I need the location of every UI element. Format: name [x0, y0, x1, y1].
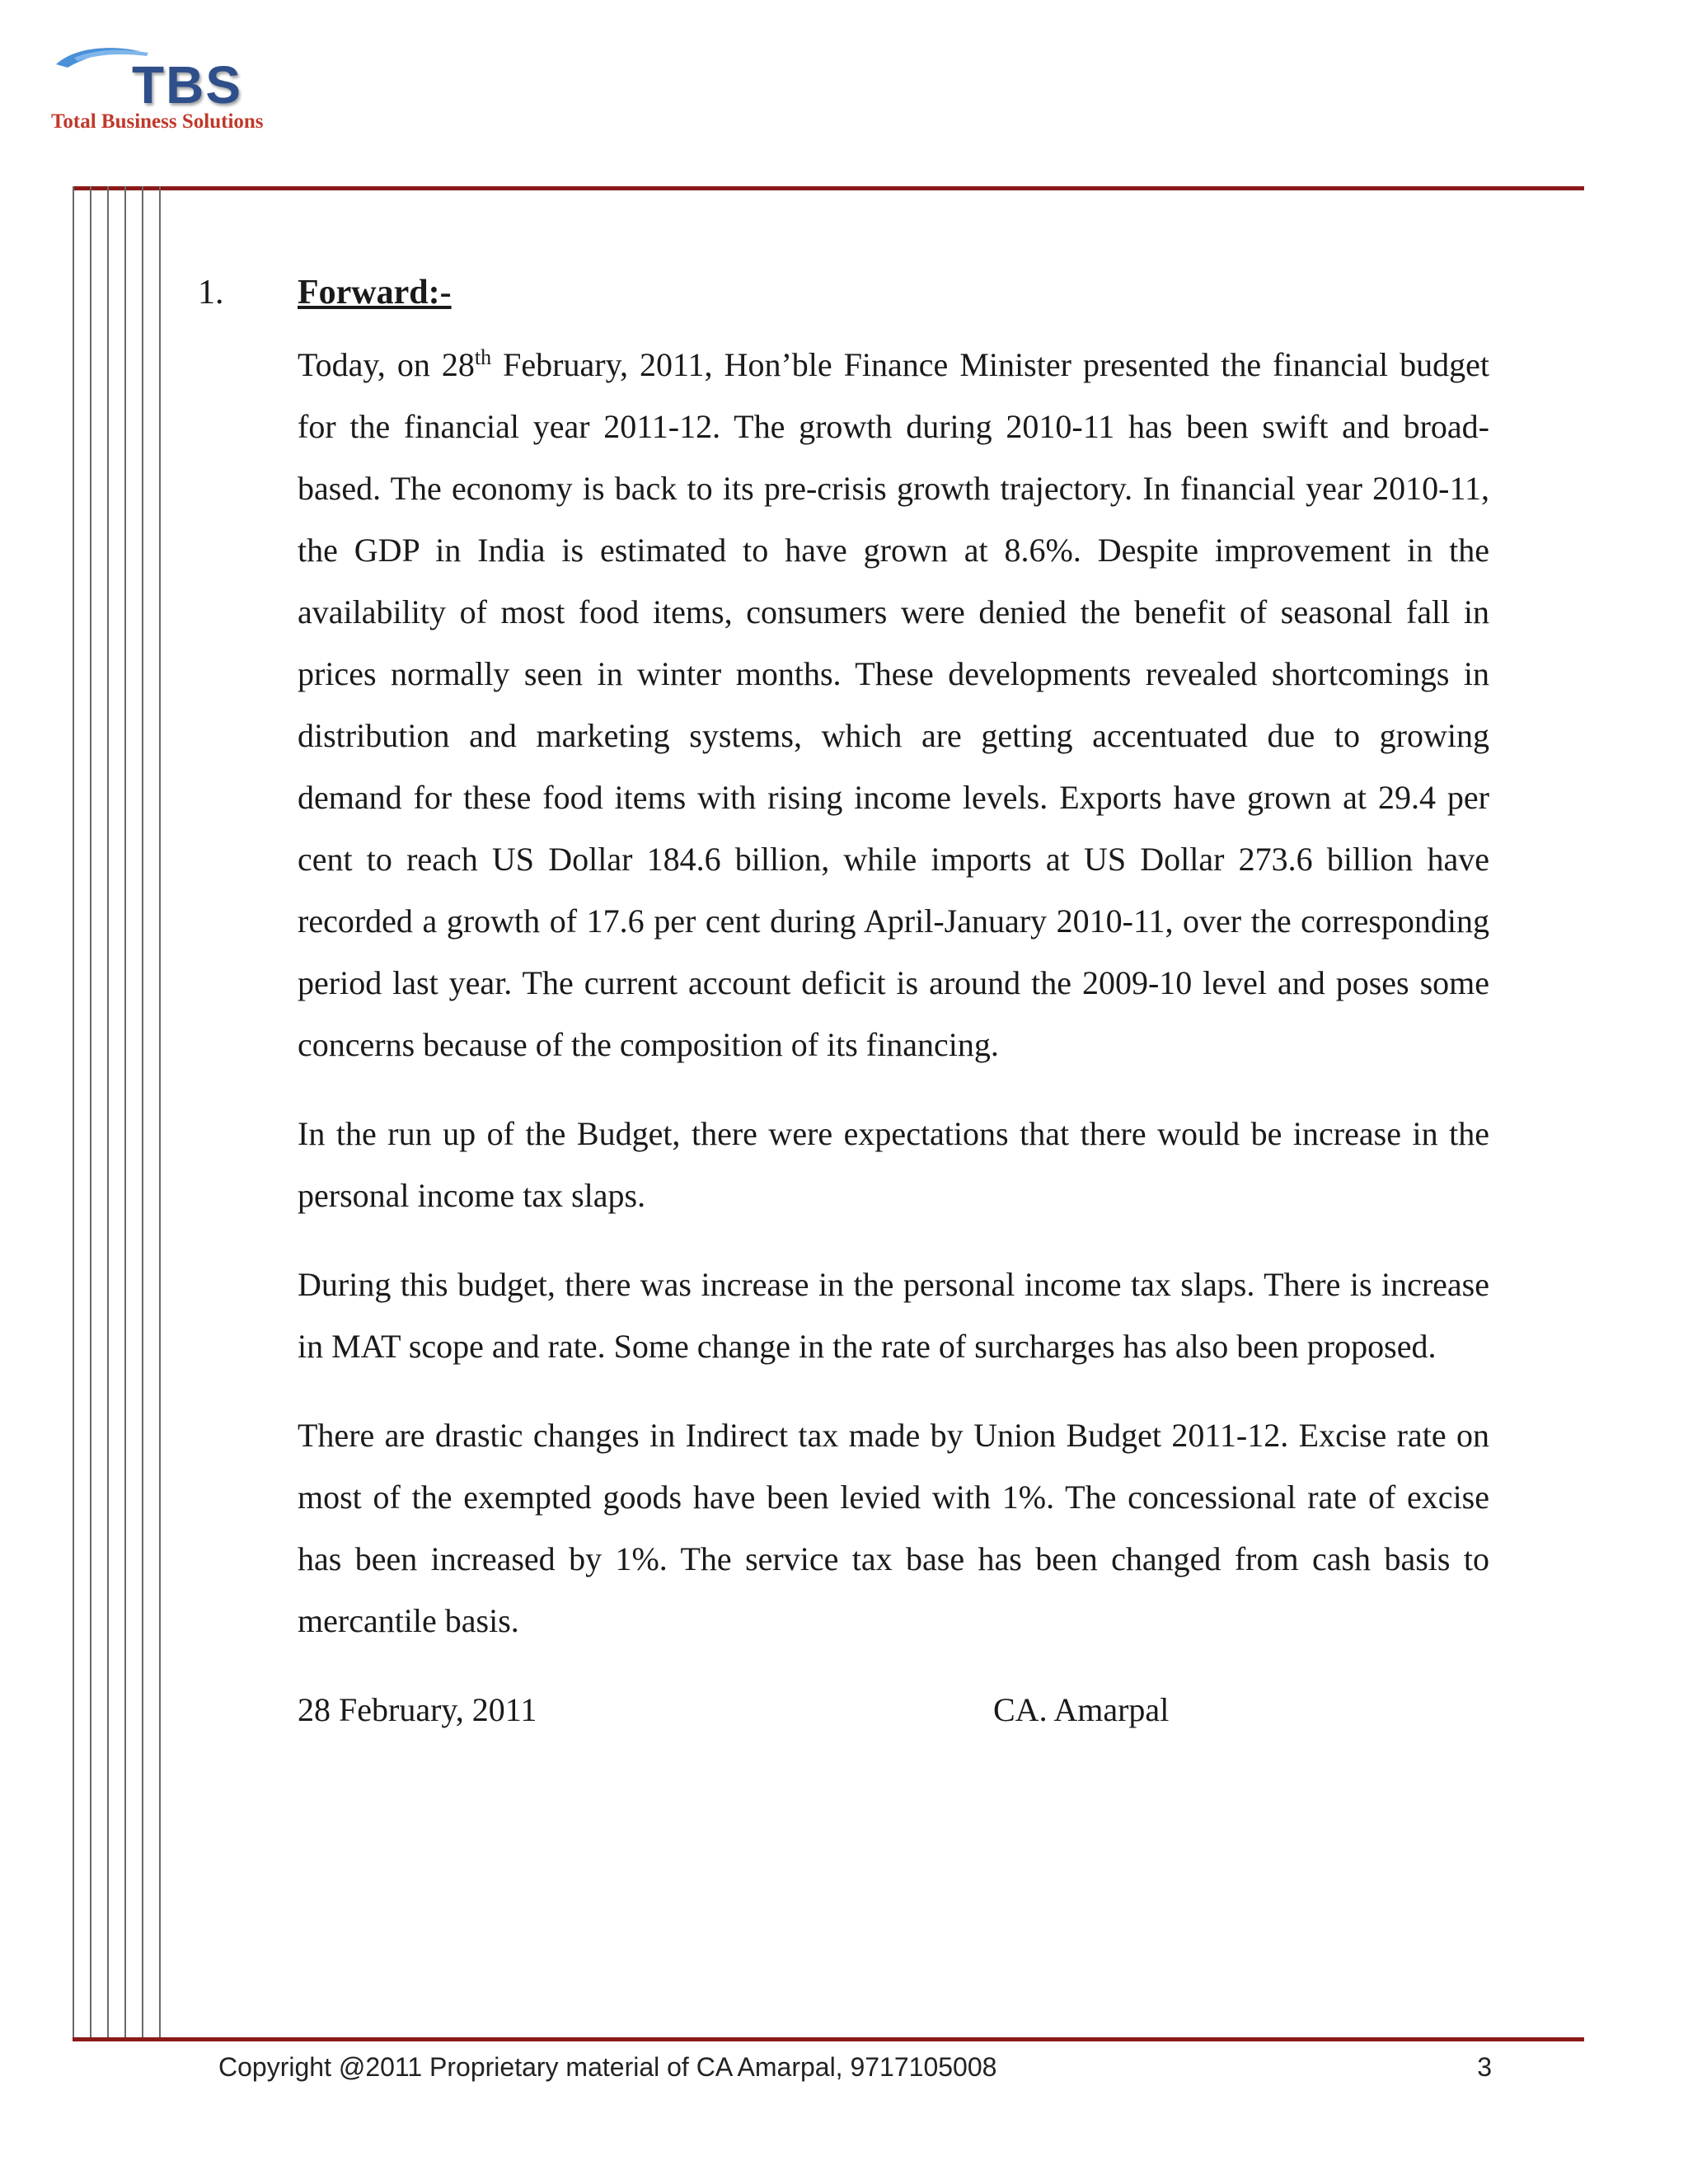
margin-line — [90, 186, 91, 2041]
margin-line — [159, 186, 161, 2041]
margin-line — [124, 186, 126, 2041]
company-logo — [49, 40, 346, 138]
signature-row — [298, 1679, 1489, 1741]
footer-copyright: Copyright @2011 Proprietary material of CA Amarpal, 9717105008 — [218, 2052, 997, 2082]
section-title: Forward:- — [298, 274, 452, 312]
logo-brand-text: TBS — [132, 55, 242, 115]
margin-line — [107, 186, 109, 2041]
section-number: 1. — [198, 274, 224, 312]
paragraph-expectations: In the run up of the Budget, there were expectations that there would be increase in the personal income tax slaps. — [298, 1115, 1489, 1214]
paragraph-text: February, 2011, Hon’ble Finance Minister presented the financial budget for the financial year 2011-12. The growth during 2010-11 has been swift and broad-based. The economy is back to its pre-crisis growth trajectory. In financial year 2010-11, the GDP in India is estimated to have grown at 8.6%. Despite improvement in the availability of most food items, consumers were denied the benefit of seasonal fall in prices normally seen in winter months. These developments revealed shortcomings in distribution and marketing systems, which are getting accentuated due to growing demand for these food items with rising income levels. Exports have grown at 29.4 per cent to reach US Dollar 184.6 billion, while imports at US Dollar 273.6 billion have recorded a growth of 17.6 per cent during April-January 2010-11, over the corresponding period last year. The current account deficit is around the 2009-10 level and poses some concerns because of the composition of its financing. — [298, 346, 1489, 1063]
paragraph-text: Today, on 28 — [298, 346, 475, 383]
margin-line — [73, 186, 74, 2041]
footer-rule — [73, 2037, 1584, 2041]
header-rule — [73, 186, 1584, 190]
page-footer — [218, 2046, 1492, 2088]
logo-tagline: Total Business Solutions — [51, 110, 264, 133]
paragraph-indirect-tax: There are drastic changes in Indirect tax made by Union Budget 2011-12. Excise rate on most of the exempted goods have been levied with 1%. The concessional rate of excise has been increased by 1%. The service tax base has been changed from cash basis to mercantile basis. — [298, 1417, 1489, 1639]
margin-line — [142, 186, 143, 2041]
document-body — [298, 262, 1489, 1741]
signature-author: CA. Amarpal — [993, 1691, 1170, 1728]
signature-date: 28 February, 2011 — [298, 1691, 537, 1728]
page-number: 3 — [1477, 2052, 1492, 2082]
paragraph-budget-changes: During this budget, there was increase in the personal income tax slaps. There is increase in MAT scope and rate. Some change in the rate of surcharges has also been proposed. — [298, 1266, 1489, 1365]
paragraph-forward — [298, 334, 1489, 1076]
superscript: th — [474, 345, 492, 369]
